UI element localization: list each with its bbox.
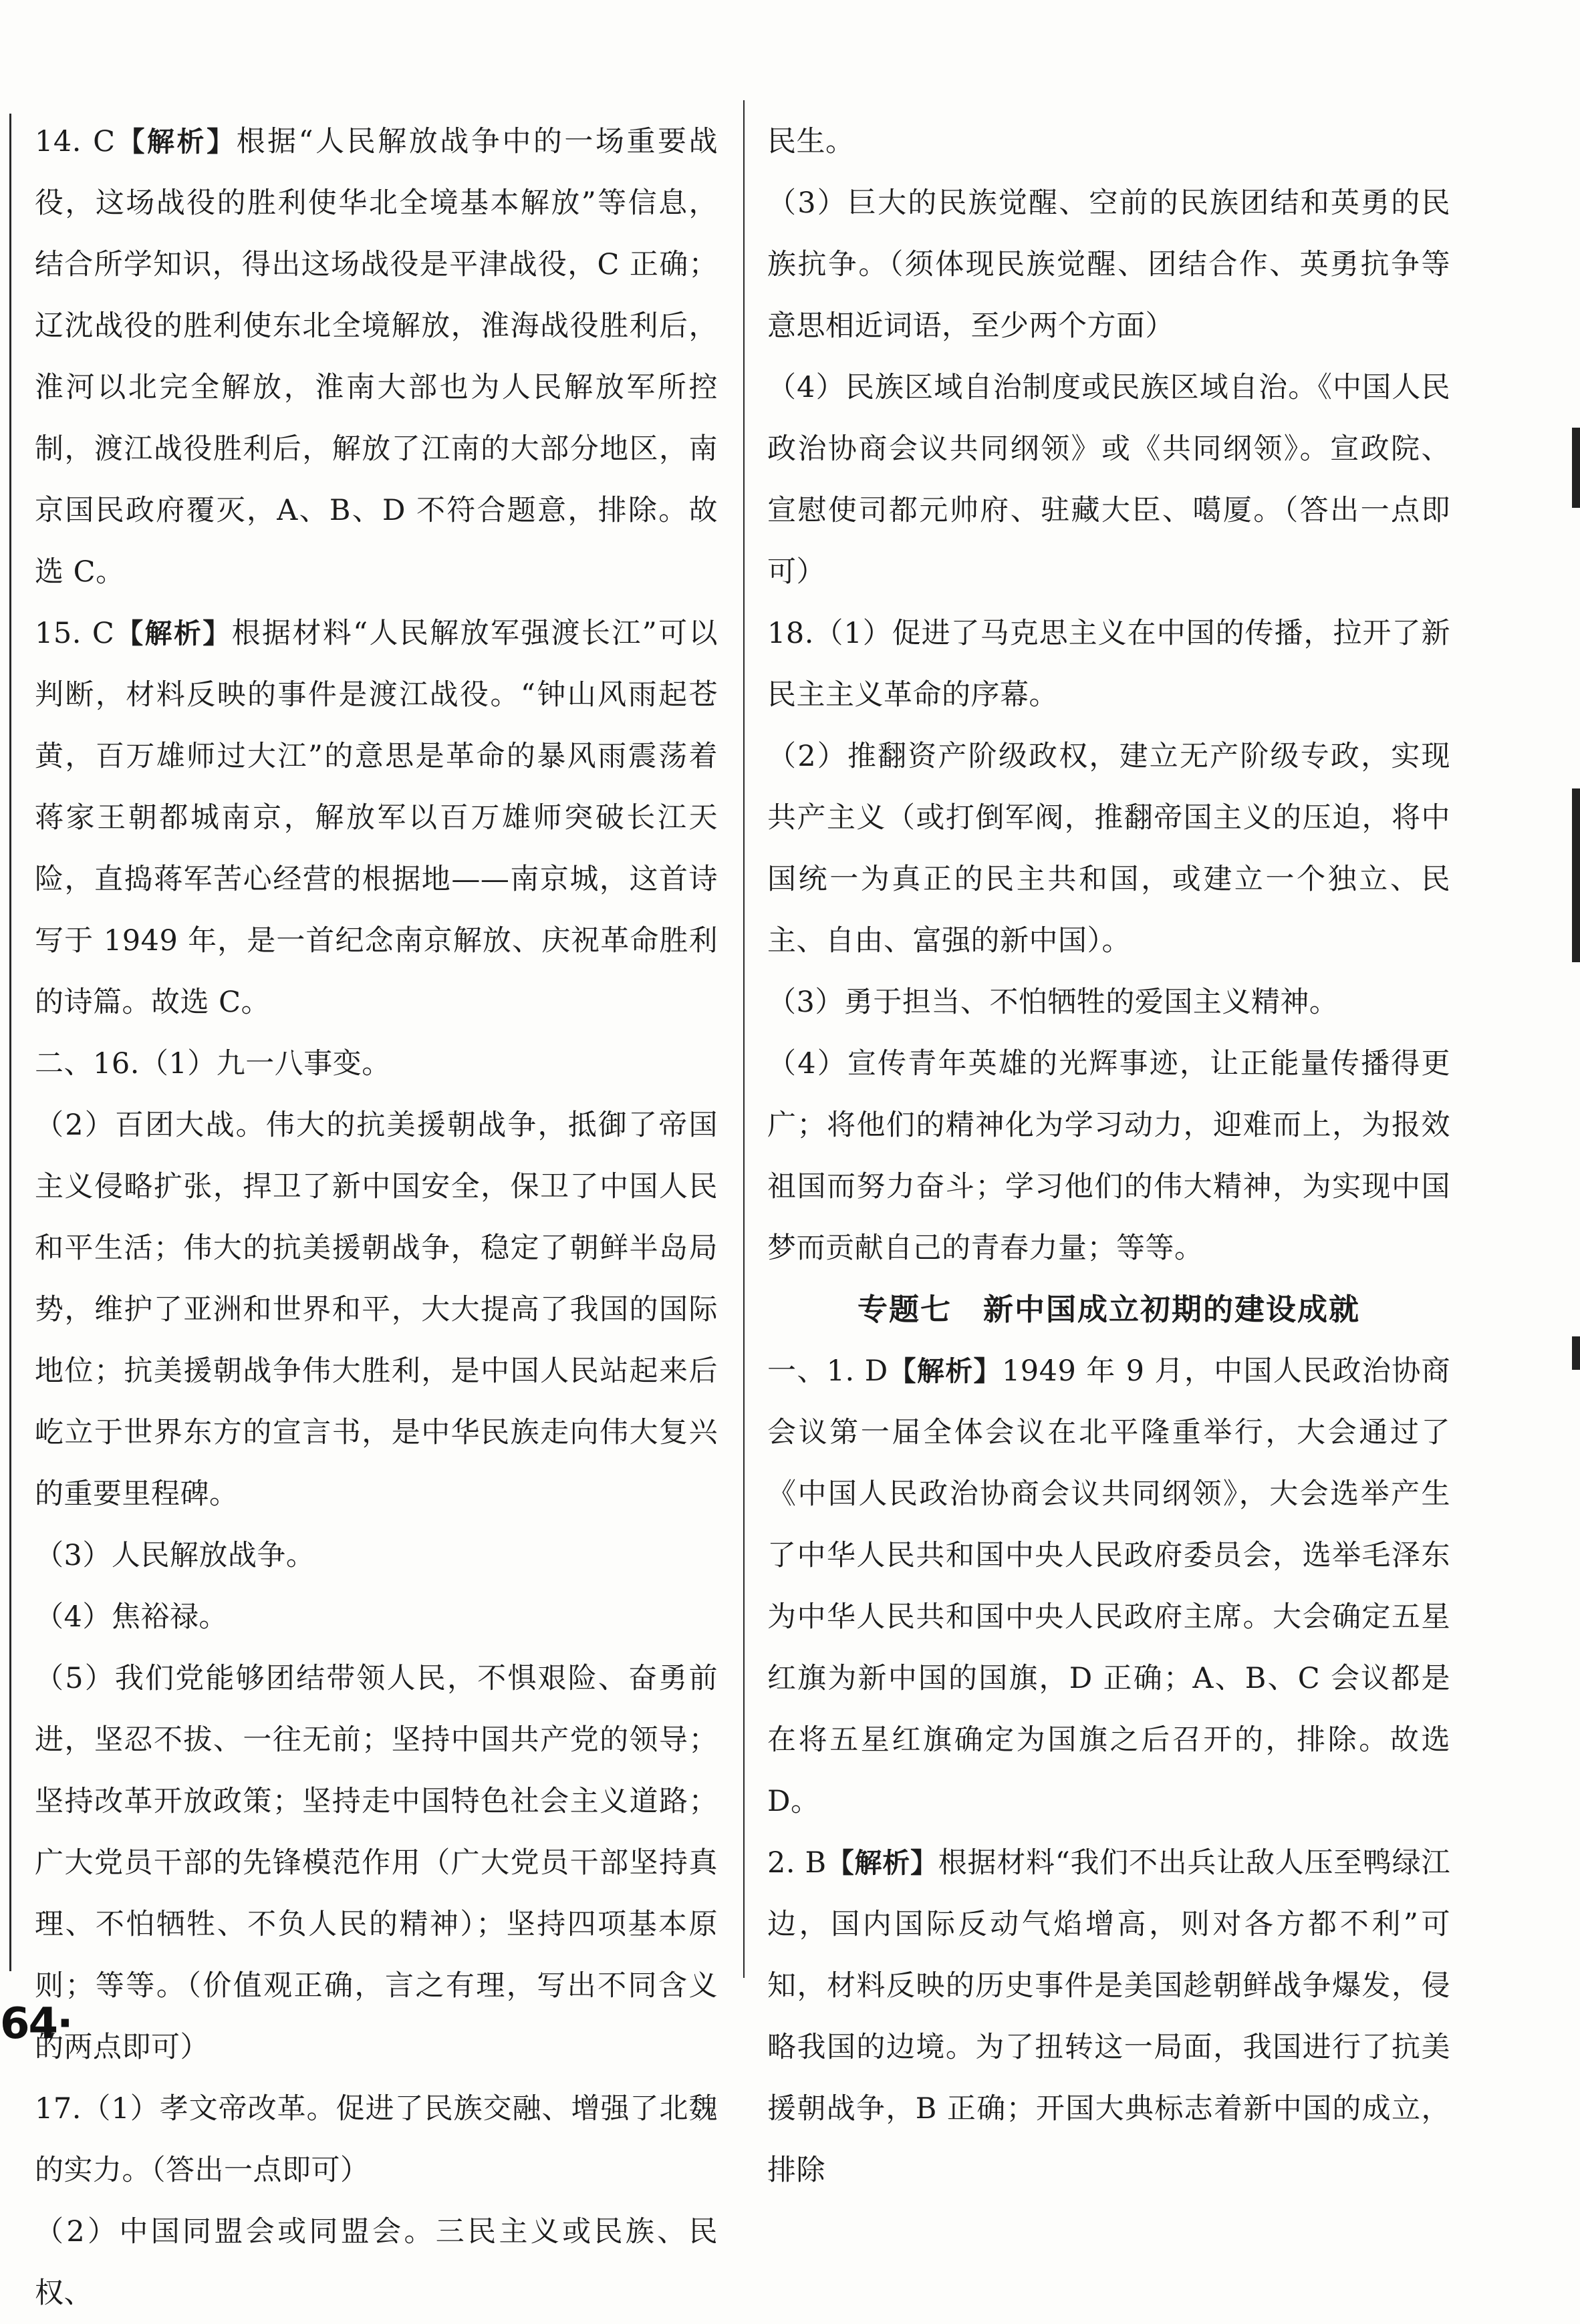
answer-paragraph: [767, 1033, 1450, 1279]
page-number: 64·: [0, 1999, 72, 2049]
scan-edge-mark: [1572, 788, 1580, 962]
answer-paragraph: [35, 1586, 718, 1648]
right-column-answers: [767, 111, 1450, 1279]
right-column-section-answers: [767, 1340, 1450, 2201]
answer-lead: 15. C: [35, 617, 115, 650]
answer-paragraph: [767, 172, 1450, 357]
answer-paragraph: [35, 1033, 718, 1095]
answer-paragraph: [35, 2078, 718, 2201]
answer-paragraph: [35, 2201, 718, 2324]
answer-paragraph: [767, 1832, 1450, 2201]
answer-paragraph: [35, 1648, 718, 2078]
answer-lead: 18.（1）促进了马克思主义在中国的传播，拉开了新民主主义革命的序幕。: [767, 617, 1450, 712]
answer-paragraph: [767, 111, 1450, 172]
answer-lead: （2）百团大战。伟大的抗美援朝战争，抵御了帝国主义侵略扩张，捍卫了新中国安全，保卫了中国人民和平生活；伟大的抗美援朝战争，稳定了朝鲜半岛局势，维护了亚洲和世界和平，大大提高了我国的国际地位；抗美援朝战争伟大胜利，是中国人民站起来后屹立于世界东方的宣言书，是中华民族走向伟大复兴的重要里程碑。: [35, 1109, 718, 1511]
left-margin-rule: [9, 114, 11, 1971]
analysis-tag: 【解析】: [826, 1847, 938, 1879]
answer-paragraph: [35, 111, 718, 603]
answer-paragraph: [767, 357, 1450, 603]
answer-lead: （4）民族区域自治制度或民族区域自治。《中国人民政治协商会议共同纲领》或《共同纲领》。宣政院、宣慰使司都元帅府、驻藏大臣、噶厦。（答出一点即可）: [767, 371, 1450, 589]
section-title: 专题七 新中国成立初期的建设成就: [857, 1292, 1360, 1327]
column-divider: [743, 100, 745, 1978]
answer-paragraph: [767, 603, 1450, 726]
scan-edge-mark: [1572, 428, 1580, 508]
answer-paragraph: [35, 1095, 718, 1525]
answer-body: 1949 年 9 月，中国人民政治协商会议第一届全体会议在北平隆重举行，大会通过了《中国人民政治协商会议共同纲领》，大会选举产生了中华人民共和国中央人民政府委员会，选举毛泽东为中华人民共和国中央人民政府主席。大会确定五星红旗为新中国的国旗，D 正确；A、B、C 会议都是在将五星红旗确定为国旗之后召开的，排除。故选 D。: [767, 1354, 1451, 1818]
answer-lead: 17.（1）孝文帝改革。促进了民族交融、增强了北魏的实力。（答出一点即可）: [35, 2092, 718, 2187]
analysis-tag: 【解析】: [115, 126, 237, 158]
answer-lead: 一、1. D: [767, 1354, 888, 1388]
answer-body: 根据“人民解放战争中的一场重要战役，这场战役的胜利使华北全境基本解放”等信息，结合所学知识，得出这场战役是平津战役，C 正确；辽沈战役的胜利使东北全境解放，淮海战役胜利后，淮河以北完全解放，淮南大部也为人民解放军所控制，渡江战役胜利后，解放了江南的大部分地区，南京国民政府覆灭，A、B、D 不符合题意，排除。故选 C。: [35, 125, 718, 589]
scan-edge-mark: [1572, 1336, 1580, 1370]
answer-lead: （3）人民解放战争。: [35, 1539, 315, 1572]
answer-lead: （3）勇于担当、不怕牺牲的爱国主义精神。: [767, 986, 1339, 1019]
answer-paragraph: [767, 1340, 1450, 1832]
answer-lead: 14. C: [35, 125, 116, 158]
answer-paragraph: [35, 603, 718, 1033]
analysis-tag: 【解析】: [888, 1355, 1002, 1387]
answer-paragraph: [767, 972, 1450, 1033]
left-column: [35, 111, 718, 2324]
answer-lead: （5）我们党能够团结带领人民，不惧艰险、奋勇前进，坚忍不拔、一往无前；坚持中国共产党的领导；坚持改革开放政策；坚持走中国特色社会主义道路；广大党员干部的先锋模范作用（广大党员干部坚持真理、不怕牺牲、不负人民的精神）；坚持四项基本原则；等等。（价值观正确，言之有理，写出不同含义的两点即可）: [35, 1662, 718, 2064]
answer-body: 根据材料“人民解放军强渡长江”可以判断，材料反映的事件是渡江战役。“钟山风雨起苍黄，百万雄师过大江”的意思是革命的暴风雨震荡着蒋家王朝都城南京，解放军以百万雄师突破长江天险，直捣蒋军苦心经营的根据地——南京城，这首诗写于 1949 年，是一首纪念南京解放、庆祝革命胜利的诗篇。故选 C。: [35, 617, 718, 1019]
answer-lead: （4）宣传青年英雄的光辉事迹，让正能量传播得更广；将他们的精神化为学习动力，迎难而上，为报效祖国而努力奋斗；学习他们的伟大精神，为实现中国梦而贡献自己的青春力量；等等。: [767, 1047, 1450, 1265]
right-column: [767, 111, 1450, 2201]
answer-lead: （2）中国同盟会或同盟会。三民主义或民族、民权、: [35, 2215, 718, 2310]
answer-paragraph: [767, 726, 1450, 972]
answer-lead: （4）焦裕禄。: [35, 1600, 228, 1634]
answer-paragraph: [35, 1525, 718, 1586]
analysis-tag: 【解析】: [114, 617, 232, 649]
answer-lead: 2. B: [767, 1846, 827, 1880]
answer-lead: 二、16.（1）九一八事变。: [35, 1047, 391, 1080]
answer-lead: （3）巨大的民族觉醒、空前的民族团结和英勇的民族抗争。（须体现民族觉醒、团结合作、英勇抗争等意思相近词语，至少两个方面）: [767, 186, 1450, 343]
answer-body: 根据材料“我们不出兵让敌人压至鸭绿江边，国内国际反动气焰增高，则对各方都不利”可知，材料反映的历史事件是美国趁朝鲜战争爆发，侵略我国的边境。为了扭转这一局面，我国进行了抗美援朝战争，B 正确；开国大典标志着新中国的成立，排除: [767, 1846, 1451, 2187]
answer-lead: （2）推翻资产阶级政权，建立无产阶级专政，实现共产主义（或打倒军阀，推翻帝国主义的压迫，将中国统一为真正的民主共和国，或建立一个独立、民主、自由、富强的新中国）。: [767, 740, 1450, 958]
answer-lead: 民生。: [767, 125, 855, 158]
